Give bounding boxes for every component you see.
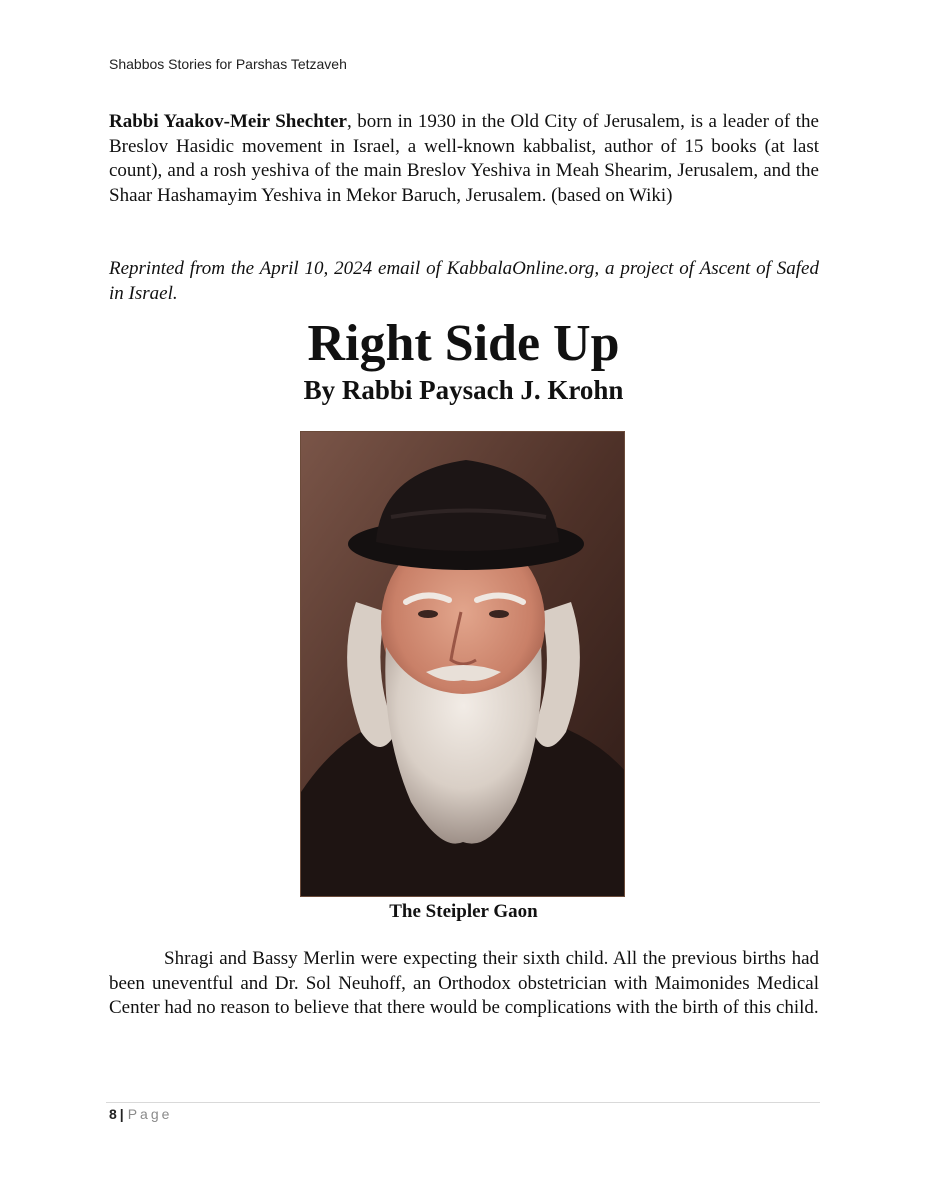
story-title: Right Side Up <box>307 315 620 372</box>
page-footer <box>109 1106 172 1122</box>
footer-divider <box>106 1102 820 1103</box>
photo-caption: The Steipler Gaon <box>389 901 538 922</box>
story-byline: By Rabbi Paysach J. Krohn <box>303 375 624 405</box>
intro-paragraph <box>109 110 819 208</box>
page-label: Page <box>127 1106 173 1122</box>
intro-name: Rabbi Yaakov-Meir Shechter <box>109 111 347 132</box>
running-header: Shabbos Stories for Parshas Tetzaveh <box>109 56 347 72</box>
page-number: 8 <box>109 1106 117 1122</box>
reprint-note: Reprinted from the April 10, 2024 email of KabbalaOnline.org, a project of Ascent of Safed in Israel. <box>109 258 819 304</box>
story-body-paragraph: Shragi and Bassy Merlin were expecting their sixth child. All the previous births had been uneventful and Dr. Sol Neuhoff, an Orthodox obstetrician with Maimonides Medical Center had no reason to believe that there would be complications with the birth of this child. <box>109 948 819 1018</box>
footer-separator: | <box>119 1106 124 1122</box>
intro-text: , born in 1930 in the Old City of Jerusalem, is a leader of the Breslov Hasidic movement in Israel, a well-known kabbalist, author of 15 books (at last count), and a rosh yeshiva of the main Breslov Yeshiva in Meah Shearim, Jerusalem, and the Shaar Hashamayim Yeshiva in Mekor Baruch, Jerusalem. (based on Wiki) <box>109 111 819 206</box>
portrait-photo <box>300 431 625 897</box>
